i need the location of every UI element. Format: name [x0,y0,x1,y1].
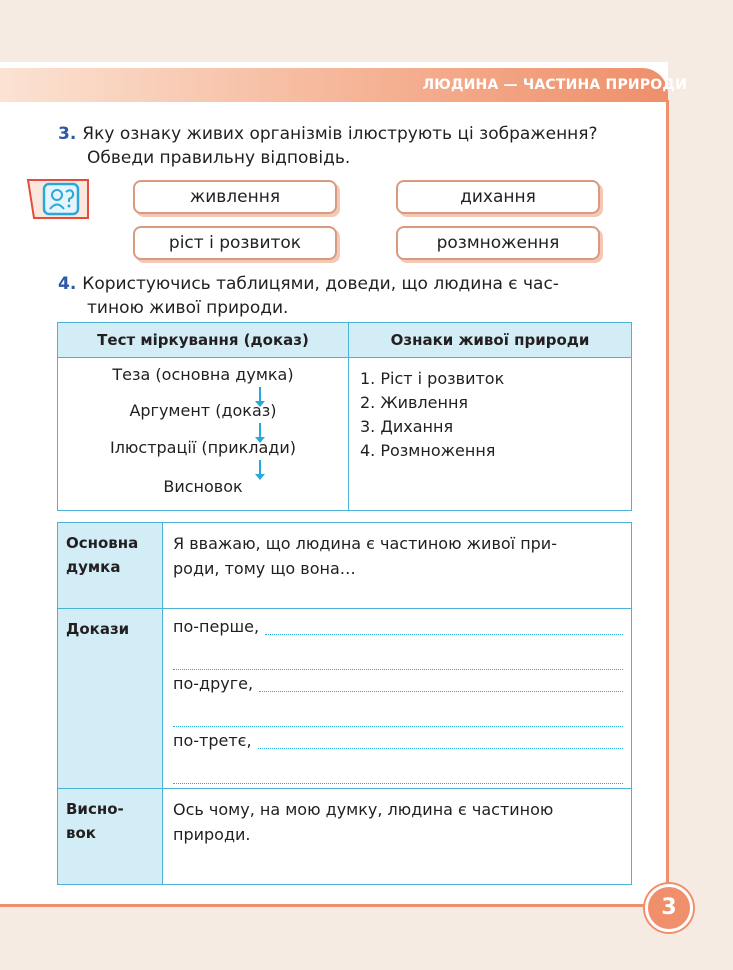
proof-second-input-line2[interactable] [173,696,623,727]
down-arrow-icon [259,423,261,439]
task-text-line: тиною живої природи. [87,298,289,318]
option-nutrition[interactable]: живлення [133,180,337,214]
proof-second-input[interactable] [259,691,623,692]
task-4 [58,272,648,320]
label-line: вок [66,824,96,842]
proof-first-input[interactable] [265,634,623,635]
sign-item: 2. Живлення [360,393,469,412]
proof-first-label: по-перше, [173,617,260,636]
reasoning-chain-cell [58,358,349,511]
text-line: роди, тому що вона… [173,559,356,578]
sign-item: 1. Ріст і розвиток [360,369,505,388]
text-line: Ось чому, на мою думку, людина є частиною [173,800,554,819]
table-header: Ознаки живої природи [349,323,632,358]
page-title: ЛЮДИНА — ЧАСТИНА ПРИРОДИ [422,77,687,93]
proof-third-input[interactable] [258,748,623,749]
proof-second-label: по-друге, [173,674,254,693]
task-number: 4. [58,274,77,294]
task-number: 3. [58,124,77,144]
main-thought-text [163,523,632,609]
living-signs-cell [349,358,632,511]
label-line: Висно- [66,800,124,818]
text-line: Я вважаю, що людина є частиною живої при- [173,534,557,553]
task-3 [58,122,648,170]
proof-first-input-line2[interactable] [173,639,623,670]
proofs-label: Докази [58,609,163,789]
proof-third-input-line2[interactable] [173,753,623,784]
label-line: думка [66,558,121,576]
page-number-badge [645,884,693,932]
down-arrow-icon [259,460,261,476]
text-line: природи. [173,825,251,844]
option-growth[interactable]: ріст і розвиток [133,226,337,260]
sign-item: 4. Розмноження [360,441,496,460]
chain-step-conclusion: Висновок [163,477,243,496]
task-text-line: Користуючись таблицями, доведи, що людина є час- [82,274,559,294]
proof-third-label: по-третє, [173,731,252,750]
bottom-border [0,904,650,907]
conclusion-label [58,789,163,885]
sign-item: 3. Дихання [360,417,454,436]
table-header: Тест міркування (доказ) [58,323,349,358]
thinking-head-icon [24,176,94,222]
page-number: 3 [661,895,677,920]
option-reproduction[interactable]: розмноження [396,226,600,260]
chain-step-thesis: Теза (основна думка) [112,365,294,384]
chain-step-argument: Аргумент (доказ) [129,401,277,420]
option-breathing[interactable]: дихання [396,180,600,214]
reasoning-table [57,322,632,511]
conclusion-text [163,789,632,885]
chain-step-illustrations: Ілюстрації (приклади) [109,438,296,457]
answer-table [57,522,632,885]
proofs-fields [163,609,632,789]
task-text-line: Обведи правильну відповідь. [87,148,351,168]
main-thought-label [58,523,163,609]
task-text-line: Яку ознаку живих організмів ілюструють ці зображення? [82,124,598,144]
label-line: Основна [66,534,139,552]
right-border [666,100,669,890]
